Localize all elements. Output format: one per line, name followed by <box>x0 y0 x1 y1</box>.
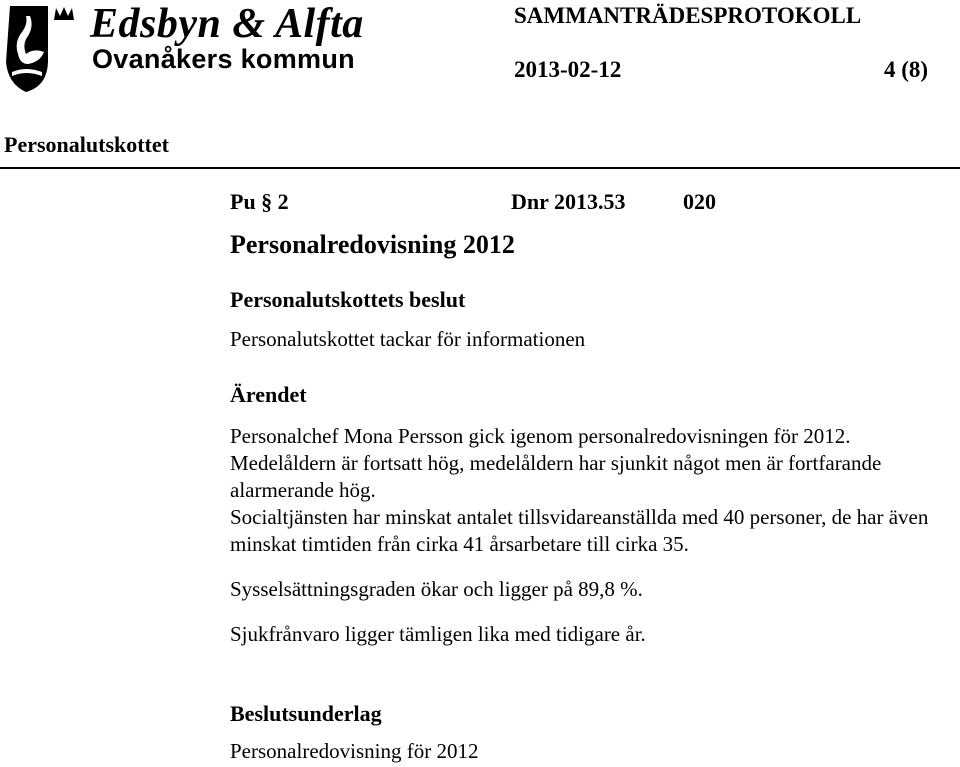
matter-paragraph: Socialtjänsten har minskat antalet tillsvidareanställda med 40 personer, de har även minskat timtiden från cirka 41 årsarbetare till cirka 35. <box>230 505 929 556</box>
matter-body <box>230 423 950 648</box>
document-type: SAMMANTRÄDESPROTOKOLL <box>514 3 862 28</box>
logo-name-line: Edsbyn & Alfta <box>90 1 364 47</box>
matter-paragraph: Medelåldern är fortsatt hög, medelåldern har sjunkit något men är fortfarande alarmerande hög. <box>230 451 882 502</box>
matter-paragraph: Sysselsättningsgraden ökar och ligger på 89,8 %. <box>230 577 643 601</box>
header-divider <box>0 167 960 169</box>
crown-icon <box>54 7 74 20</box>
dnr-label: Dnr 2013.53 <box>511 189 626 214</box>
meeting-date: 2013-02-12 <box>514 57 622 82</box>
matter-heading: Ärendet <box>230 382 307 407</box>
basis-heading: Beslutsunderlag <box>230 701 382 726</box>
matter-paragraph: Sjukfrånvaro ligger tämligen lika med tidigare år. <box>230 622 646 646</box>
logo-municipality-line: Ovanåkers kommun <box>92 44 355 74</box>
matter-paragraph: Personalchef Mona Persson gick igenom personalredovisningen för 2012. <box>230 424 851 448</box>
page-number: 4 (8) <box>884 57 929 82</box>
case-title: Personalredovisning 2012 <box>230 230 515 259</box>
decision-heading: Personalutskottets beslut <box>230 287 466 312</box>
dnr-code: 020 <box>683 189 716 214</box>
committee-name: Personalutskottet <box>4 132 169 157</box>
paragraph-number: Pu § 2 <box>230 189 289 214</box>
logo-emblem <box>4 2 94 94</box>
basis-text: Personalredovisning för 2012 <box>230 739 479 763</box>
decision-text: Personalutskottet tackar för informationen <box>230 327 586 351</box>
swan-icon <box>6 6 48 92</box>
